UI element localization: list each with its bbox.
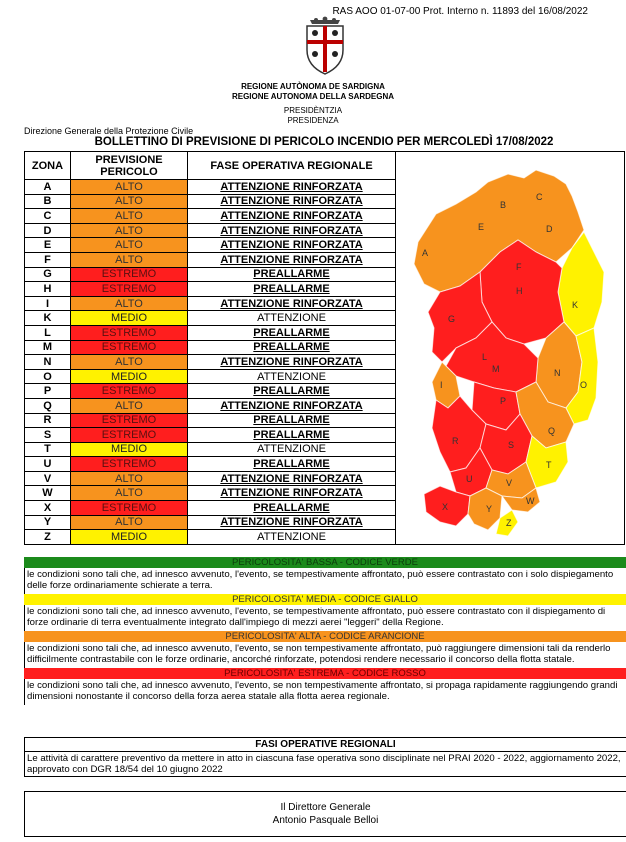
table-row [25, 355, 396, 370]
hazard-level: MEDIO [71, 369, 188, 384]
table-row [25, 238, 396, 253]
hazard-level: ESTREMO [71, 413, 188, 428]
map-canvas [396, 152, 625, 546]
operational-phase: ATTENZIONE [188, 442, 396, 457]
region-name-italian: REGIONE AUTONOMA DELLA SARDEGNA [231, 92, 395, 101]
map-zone-label: U [466, 474, 473, 484]
operational-phase: PREALLARME [188, 457, 396, 472]
column-header-phase: FASE OPERATIVA REGIONALE [188, 152, 396, 180]
column-header-zone: ZONA [25, 152, 71, 180]
operational-phase: ATTENZIONE RINFORZATA [188, 486, 396, 501]
hazard-level: ALTO [71, 471, 188, 486]
operational-phase: PREALLARME [188, 340, 396, 355]
hazard-level: ESTREMO [71, 282, 188, 297]
zone-letter: O [25, 369, 71, 384]
zone-letter: Z [25, 530, 71, 545]
zone-letter: L [25, 325, 71, 340]
zone-letter: U [25, 457, 71, 472]
zone-letter: G [25, 267, 71, 282]
map-zone-label: V [506, 478, 513, 488]
zone-letter: N [25, 355, 71, 370]
table-row [25, 398, 396, 413]
map-zone-label: C [536, 192, 543, 202]
map-zone-label: Y [486, 504, 493, 514]
table-row [25, 194, 396, 209]
hazard-level: MEDIO [71, 311, 188, 326]
hazard-level: ALTO [71, 194, 188, 209]
hazard-level: ESTREMO [71, 267, 188, 282]
operational-phase: ATTENZIONE RINFORZATA [188, 180, 396, 195]
operational-phase: PREALLARME [188, 501, 396, 516]
table-row [25, 413, 396, 428]
table-row [25, 486, 396, 501]
table-row [25, 180, 396, 195]
operational-phase: ATTENZIONE RINFORZATA [188, 471, 396, 486]
hazard-level: ALTO [71, 296, 188, 311]
presidency-sardinian: PRESIDÈNTZIA [283, 106, 343, 115]
signer-name: Antonio Pasquale Belloi [272, 815, 379, 826]
column-header-level: PREVISIONE PERICOLO [71, 152, 188, 180]
zone-letter: P [25, 384, 71, 399]
sardinia-coat-of-arms-icon [302, 16, 348, 76]
table-row [25, 252, 396, 267]
operational-phase: ATTENZIONE [188, 530, 396, 545]
table-row [25, 325, 396, 340]
hazard-level: ALTO [71, 238, 188, 253]
table-row [25, 209, 396, 224]
map-zone-label: T [546, 460, 552, 470]
zone-letter: Y [25, 515, 71, 530]
hazard-level: ALTO [71, 180, 188, 195]
map-zone-label: N [554, 368, 561, 378]
hazard-level: ESTREMO [71, 457, 188, 472]
hazard-level: ESTREMO [71, 428, 188, 443]
map-zone-label: E [478, 222, 485, 232]
map-zone-label: D [546, 224, 553, 234]
operational-phase: PREALLARME [188, 428, 396, 443]
map-zone-label: W [526, 496, 535, 506]
bulletin-title: BOLLETTINO DI PREVISIONE DI PERICOLO INCENDIO PER MERCOLEDÌ 17/08/2022 [94, 136, 554, 148]
operational-phase: ATTENZIONE RINFORZATA [188, 296, 396, 311]
zone-letter: K [25, 311, 71, 326]
zone-letter: I [25, 296, 71, 311]
zone-letter: R [25, 413, 71, 428]
table-row [25, 515, 396, 530]
presidency-italian: PRESIDENZA [287, 116, 339, 125]
operational-phase: ATTENZIONE RINFORZATA [188, 252, 396, 267]
legend-band: PERICOLOSITA' BASSA - CODICE VERDE [24, 557, 626, 568]
zone-letter: W [25, 486, 71, 501]
zone-letter: H [25, 282, 71, 297]
map-zone-label: I [440, 380, 443, 390]
zone-letter: D [25, 223, 71, 238]
map-zone-label: R [452, 436, 459, 446]
table-row [25, 501, 396, 516]
table-row [25, 442, 396, 457]
zone-letter: Q [25, 398, 71, 413]
hazard-level: MEDIO [71, 530, 188, 545]
operational-phase: ATTENZIONE RINFORZATA [188, 238, 396, 253]
legend-description: le condizioni sono tali che, ad innesco avvenuto, l'evento, se tempestivamente affrontato, può essere contrastato con il dispiegamento di forze ordinarie di terra eventualmente integrato dall'impiego di mezzi aerei "leggeri" della Regione. [24, 605, 626, 631]
table-row [25, 311, 396, 326]
table-row [25, 457, 396, 472]
hazard-level: ESTREMO [71, 325, 188, 340]
hazard-level: ESTREMO [71, 340, 188, 355]
protocol-number: RAS AOO 01-07-00 Prot. Interno n. 11893 del 16/08/2022 [332, 6, 588, 17]
zone-letter: T [25, 442, 71, 457]
map-zone-label: G [448, 314, 456, 324]
hazard-level: MEDIO [71, 442, 188, 457]
operational-phases-text: Le attività di carattere preventivo da mettere in atto in ciascuna fase operativa sono disciplinate nel PRAI 2020 - 2022, aggiornamento 2022, approvato con DGR 18/54 del 10 giugno 2022 [27, 753, 621, 775]
zone-letter: V [25, 471, 71, 486]
signature-box [24, 791, 626, 837]
map-zone-y [468, 488, 502, 530]
map-zone-label: X [442, 502, 449, 512]
legend-band: PERICOLOSITA' MEDIA - CODICE GIALLO [24, 594, 626, 605]
hazard-level: ESTREMO [71, 501, 188, 516]
hazard-level: ALTO [71, 209, 188, 224]
hazard-legend [24, 557, 626, 705]
legend-description: le condizioni sono tali che, ad innesco avvenuto, l'evento, se tempestivamente affrontato, può essere contrastato con i solo dispiegamento delle forze ordinariamente schierate a terra. [24, 568, 626, 594]
map-zone-label: Q [548, 426, 556, 436]
region-name-sardinian: REGIONE AUTÒNOMA DE SARDIGNA [241, 82, 385, 91]
map-zone-label: S [508, 440, 515, 450]
operational-phase: ATTENZIONE [188, 311, 396, 326]
zone-letter: B [25, 194, 71, 209]
table-row [25, 530, 396, 545]
zone-letter: M [25, 340, 71, 355]
operational-phase: ATTENZIONE RINFORZATA [188, 398, 396, 413]
table-row [25, 282, 396, 297]
table-row [25, 384, 396, 399]
operational-phase: PREALLARME [188, 325, 396, 340]
map-zone-label: P [500, 396, 507, 406]
operational-phase: PREALLARME [188, 384, 396, 399]
map-zone-label: B [500, 200, 507, 210]
operational-phase: PREALLARME [188, 282, 396, 297]
operational-phase: ATTENZIONE RINFORZATA [188, 515, 396, 530]
map-zone-label: F [516, 262, 522, 272]
hazard-level: ALTO [71, 398, 188, 413]
operational-phase: ATTENZIONE RINFORZATA [188, 223, 396, 238]
zone-forecast-table [24, 151, 396, 545]
signer-role: Il Direttore Generale [280, 802, 371, 813]
operational-phase: ATTENZIONE RINFORZATA [188, 209, 396, 224]
operational-phase: ATTENZIONE RINFORZATA [188, 194, 396, 209]
legend-description: le condizioni sono tali che, ad innesco avvenuto, l'evento, se non tempestivamente affrontato, può raggiungere dimensioni tali da renderlo difficilmente contrastabile con le forze ordinarie, ancorché rinforzate, potendosi rendere necessario il concorso della flotta statale. [24, 642, 626, 668]
legend-band: PERICOLOSITA' ALTA - CODICE ARANCIONE [24, 631, 626, 642]
map-zone-label: H [516, 286, 523, 296]
table-row [25, 471, 396, 486]
hazard-level: ALTO [71, 252, 188, 267]
hazard-level: ALTO [71, 355, 188, 370]
legend-description: le condizioni sono tali che, ad innesco avvenuto, l'evento, se non tempestivamente affrontato, si propaga rapidamente raggiungendo grandi dimensioni nonostante il concorso della forza aerea statale alla flotta aerea regionale. [24, 679, 626, 705]
zone-letter: C [25, 209, 71, 224]
zone-letter: A [25, 180, 71, 195]
zone-letter: F [25, 252, 71, 267]
operational-phase: PREALLARME [188, 413, 396, 428]
table-row [25, 267, 396, 282]
operational-phase: ATTENZIONE [188, 369, 396, 384]
hazard-level: ALTO [71, 486, 188, 501]
table-row [25, 428, 396, 443]
hazard-level: ALTO [71, 223, 188, 238]
zone-letter: E [25, 238, 71, 253]
sardinia-risk-map [396, 151, 625, 545]
operational-phases-box [24, 737, 626, 777]
table-row [25, 223, 396, 238]
operational-phase: ATTENZIONE RINFORZATA [188, 355, 396, 370]
hazard-level: ALTO [71, 515, 188, 530]
map-zone-label: O [580, 380, 588, 390]
map-zone-label: K [572, 300, 579, 310]
map-zone-label: M [492, 364, 500, 374]
map-zone-label: L [482, 352, 488, 362]
map-zone-label: A [422, 248, 429, 258]
operational-phase: PREALLARME [188, 267, 396, 282]
hazard-level: ESTREMO [71, 384, 188, 399]
operational-phases-title: FASI OPERATIVE REGIONALI [25, 738, 626, 752]
zone-letter: S [25, 428, 71, 443]
zone-letter: X [25, 501, 71, 516]
table-row [25, 340, 396, 355]
table-row [25, 369, 396, 384]
map-zone-label: Z [506, 518, 512, 528]
department-name: Direzione Generale della Protezione Civile [24, 126, 194, 136]
table-row [25, 296, 396, 311]
legend-band: PERICOLOSITA' ESTREMA - CODICE ROSSO [24, 668, 626, 679]
